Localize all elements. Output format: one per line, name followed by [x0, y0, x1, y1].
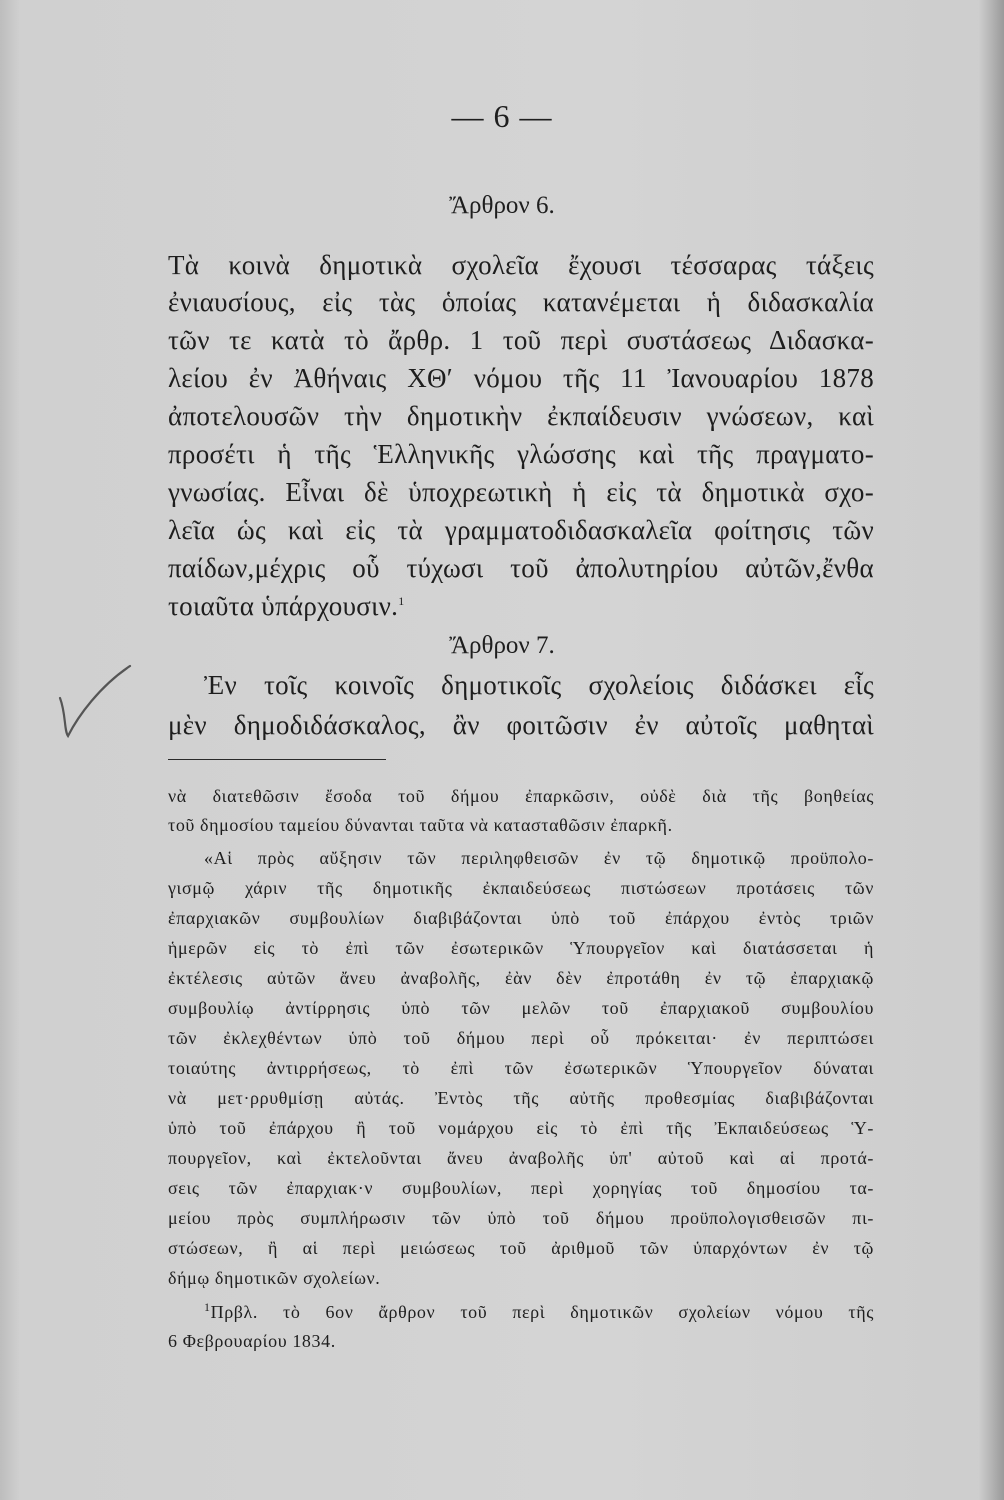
footnote-line: γισμῷ χάριν τῆς δημοτικῆς ἐκπαιδεύσεως πιστώσεων προτάσεις τῶν	[168, 878, 874, 898]
footnote-line: ἐκτέλεσις αὐτῶν ἄνευ ἀναβολῆς, ἐὰν δὲν ἐπροτάθη ἐν τῷ ἐπαρχιακῷ	[168, 968, 874, 988]
footnote-marker: 1	[398, 594, 405, 608]
footnote-line: τοῦ δημοσίου ταμείου δύνανται ταῦτα νὰ κατασταθῶσιν ἐπαρκῆ.	[168, 815, 673, 835]
article-6-line: λείου ἐν Ἀθήναις ΧΘʹ νόμου τῆς 11 Ἰανουαρίου 1878	[168, 363, 874, 393]
article-6-line: ἀποτελουσῶν τὴν δημοτικὴν ἐκπαίδευσιν γνώσεων, καὶ	[168, 401, 874, 431]
footnote-1-line: 6 Φεβρουαρίου 1834.	[168, 1331, 336, 1351]
article-6-line: τῶν τε κατὰ τὸ ἄρθρ. 1 τοῦ περὶ συστάσεως Διδασκα-	[168, 325, 874, 355]
footnote-line: ἐπαρχιακῶν συμβουλίων διαβιβάζονται ὑπὸ τοῦ ἐπάρχου ἐντὸς τριῶν	[168, 908, 874, 928]
footnote-line: δήμῳ δημοτικῶν σχολείων.	[168, 1268, 381, 1288]
article-6-heading: Ἄρθρον 6.	[449, 192, 555, 219]
footnote-line: στώσεων, ἢ αἱ περὶ μειώσεως τοῦ ἀριθμοῦ τῶν ὑπαρχόντων ἐν τῷ	[168, 1238, 874, 1258]
article-6-line: προσέτι ἡ τῆς Ἑλληνικῆς γλώσσης καὶ τῆς πραγματο-	[168, 439, 874, 469]
article-6-line: λεῖα ὡς καὶ εἰς τὰ γραμματοδιδασκαλεῖα φοίτησις τῶν	[168, 515, 874, 545]
footnote-line: τοιαύτης ἀντιρρήσεως, τὸ ἐπὶ τῶν ἐσωτερικῶν Ὑπουργεῖον δύναται	[168, 1058, 874, 1078]
page-gutter-shadow	[978, 0, 1004, 1500]
footnote-line: νὰ διατεθῶσιν ἔσοδα τοῦ δήμου ἐπαρκῶσιν, οὐδὲ διὰ τῆς βοηθείας	[168, 786, 874, 806]
article-6-line: Τὰ κοινὰ δημοτικὰ σχολεῖα ἔχουσι τέσσαρας τάξεις	[168, 250, 874, 280]
article-6-line: παίδων,μέχρις οὗ τύχωσι τοῦ ἀπολυτηρίου αὐτῶν,ἔνθα	[168, 553, 874, 583]
page-number: — 6 —	[451, 98, 553, 134]
article-6-line: ἐνιαυσίους, εἰς τὰς ὁποίας κατανέμεται ἡ διδασκαλία	[168, 287, 874, 317]
article-6-line: τοιαῦτα ὑπάρχουσιν.	[168, 591, 399, 621]
footnote-1-line: Πρβλ. τὸ 6ον ἄρθρον τοῦ περὶ δημοτικῶν σχολείων νόμου τῆς	[210, 1302, 874, 1322]
footnote-line: σεις τῶν ἐπαρχιακ·ν συμβουλίων, περὶ χορηγίας τοῦ δημοσίου τα-	[168, 1178, 874, 1198]
article-7-line: μὲν δημοδιδάσκαλος, ἂν φοιτῶσιν ἐν αὐτοῖς μαθηταὶ	[168, 710, 874, 740]
article-7-heading: Ἄρθρον 7.	[449, 632, 555, 659]
footnote-1-first-line	[168, 1300, 874, 1323]
footnote-line: «Αἱ πρὸς αὔξησιν τῶν περιληφθεισῶν ἐν τῷ δημοτικῷ προϋπολο-	[204, 848, 874, 868]
footnote-line: ἡμερῶν εἰς τὸ ἐπὶ τῶν ἐσωτερικῶν Ὑπουργεῖον καὶ διατάσσεται ἡ	[168, 938, 874, 958]
footnote-line: τῶν ἐκλεχθέντων ὑπὸ τοῦ δήμου περὶ οὗ πρόκειται· ἐν περιπτώσει	[168, 1028, 874, 1048]
article-7-line: Ἐν τοῖς κοινοῖς δημοτικοῖς σχολείοις διδάσκει εἷς	[204, 670, 874, 700]
article-6-line: γνωσίας. Εἶναι δὲ ὑποχρεωτικὴ ἡ εἰς τὰ δημοτικὰ σχο-	[168, 477, 874, 507]
footnote-line: συμβουλίῳ ἀντίρρησις ὑπὸ τῶν μελῶν τοῦ ἐπαρχιακοῦ συμβουλίου	[168, 998, 874, 1018]
handwritten-check-mark-icon	[48, 656, 138, 746]
article-6-last-line	[168, 591, 874, 622]
footnote-line: ὑπὸ τοῦ ἐπάρχου ἢ τοῦ νομάρχου εἰς τὸ ἐπὶ τῆς Ἐκπαιδεύσεως Ὑ-	[168, 1118, 874, 1138]
footnote-line: πουργεῖον, καὶ ἐκτελοῦνται ἄνευ ἀναβολῆς ὑπ' αὐτοῦ καὶ αἱ προτά-	[168, 1148, 874, 1168]
footnote-separator-rule	[168, 759, 386, 760]
footnote-marker: 1	[204, 1300, 211, 1314]
footnote-line: μείου πρὸς συμπλήρωσιν τῶν ὑπὸ τοῦ δήμου προϋπολογισθεισῶν πι-	[168, 1208, 874, 1228]
footnote-line: νὰ μετ·ρρυθμίσῃ αὐτάς. Ἐντὸς τῆς αὐτῆς προθεσμίας διαβιβάζονται	[168, 1088, 874, 1108]
